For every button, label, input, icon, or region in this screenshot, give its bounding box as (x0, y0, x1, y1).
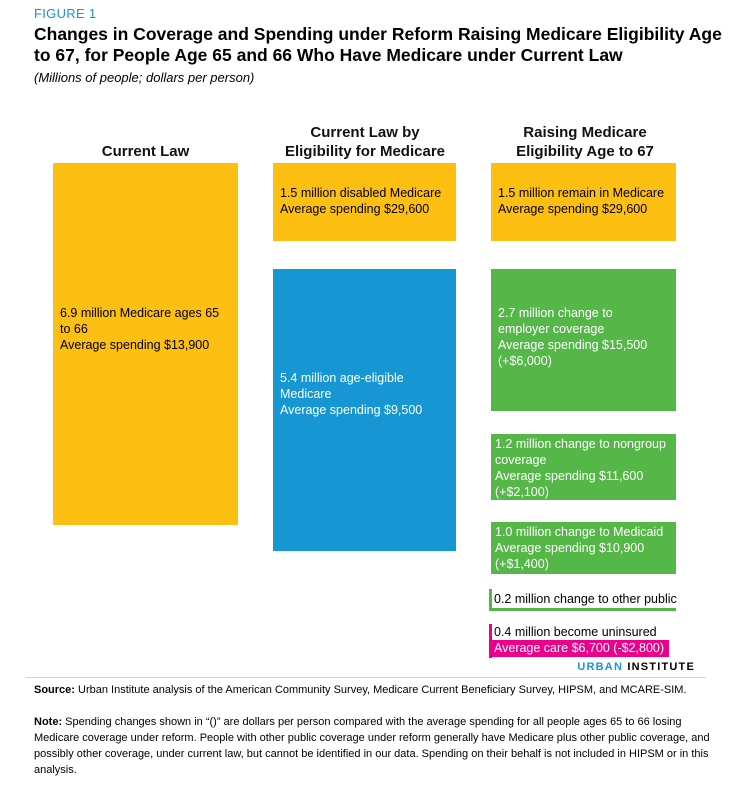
box-line: 1.2 million change to nongroup (495, 437, 666, 451)
box-line: coverage (495, 453, 547, 467)
box-disabled-medicare (273, 163, 456, 241)
box-line: Medicare (280, 387, 332, 401)
footer-rule (26, 677, 706, 678)
brand-part1: URBAN (577, 661, 624, 673)
source-text: Urban Institute analysis of the American Community Survey, Medicare Current Beneficiary Survey, HIPSM, and MCARE-SIM. (74, 684, 687, 696)
uninsured-label: 0.4 million become uninsured (494, 625, 657, 639)
box-medicaid (491, 522, 676, 574)
col2-header-line1: Current Law by (310, 124, 420, 141)
box-line: Average spending $11,600 (495, 469, 644, 483)
col-header-raising (490, 123, 680, 161)
box-line: Average spending $15,500 (498, 338, 648, 352)
box-line: Average spending $29,600 (280, 202, 430, 216)
box-line: Average spending $13,900 (60, 338, 210, 352)
col-header-current-law (53, 142, 238, 161)
box-current-law-medicare (53, 163, 238, 525)
box-line: (+$1,400) (495, 557, 549, 571)
col3-header-line2: Eligibility Age to 67 (516, 143, 654, 160)
box-age-eligible-medicare (273, 269, 456, 551)
note-text: Spending changes shown in “()” are dollars per person compared with the average spending for all people ages 65 to 66 losing Medicare coverage under reform. People with other public coverage under reform generally have Medicare plus other public coverage, and possibly other coverage, under current law, but cannot be identified in our data. Spending on their behalf is not included in HIPSM or in this analysis. (34, 716, 710, 776)
box-line: 6.9 million Medicare ages 65 (60, 306, 220, 320)
other-public-label: 0.2 million change to other public (494, 592, 677, 606)
box-line: (+$2,100) (495, 485, 549, 499)
col-header-eligibility (270, 123, 460, 161)
box-line: 1.5 million remain in Medicare (498, 186, 665, 200)
urban-institute-logo (577, 661, 695, 673)
box-line: 5.4 million age-eligible (280, 371, 404, 385)
box-line: Average spending $10,900 (495, 541, 645, 555)
box-line: 2.7 million change to (498, 306, 613, 320)
box-line: employer coverage (498, 322, 605, 336)
box-line: 1.5 million disabled Medicare (280, 186, 442, 200)
other-public-bar (491, 608, 676, 611)
box-nongroup-coverage (491, 434, 676, 500)
source-note (34, 682, 714, 698)
note-label: Note: (34, 716, 63, 728)
brand-part2: INSTITUTE (623, 661, 695, 673)
col3-header-line1: Raising Medicare (523, 124, 647, 141)
uninsured-spending: Average care $6,700 (-$2,800) (494, 641, 665, 655)
box-line: Average spending $9,500 (280, 403, 423, 417)
box-line: (+$6,000) (498, 354, 552, 368)
note (34, 714, 714, 778)
box-line: Average spending $29,600 (498, 202, 648, 216)
col2-header-line2: Eligibility for Medicare (284, 143, 446, 160)
box-remain-medicare (491, 163, 676, 241)
figure-subtitle: (Millions of people; dollars per person) (34, 70, 255, 85)
col1-header-text: Current Law (101, 143, 190, 160)
box-line: to 66 (60, 322, 88, 336)
box-line: 1.0 million change to Medicaid (495, 525, 664, 539)
figure-label: FIGURE 1 (34, 6, 97, 21)
figure-title: Changes in Coverage and Spending under Reform Raising Medicare Eligibility Age to 67, for People Age 65 and 66 Who Have Medicare under Current Law (34, 24, 722, 65)
source-label: Source: (34, 684, 75, 696)
box-employer-coverage (491, 269, 676, 411)
